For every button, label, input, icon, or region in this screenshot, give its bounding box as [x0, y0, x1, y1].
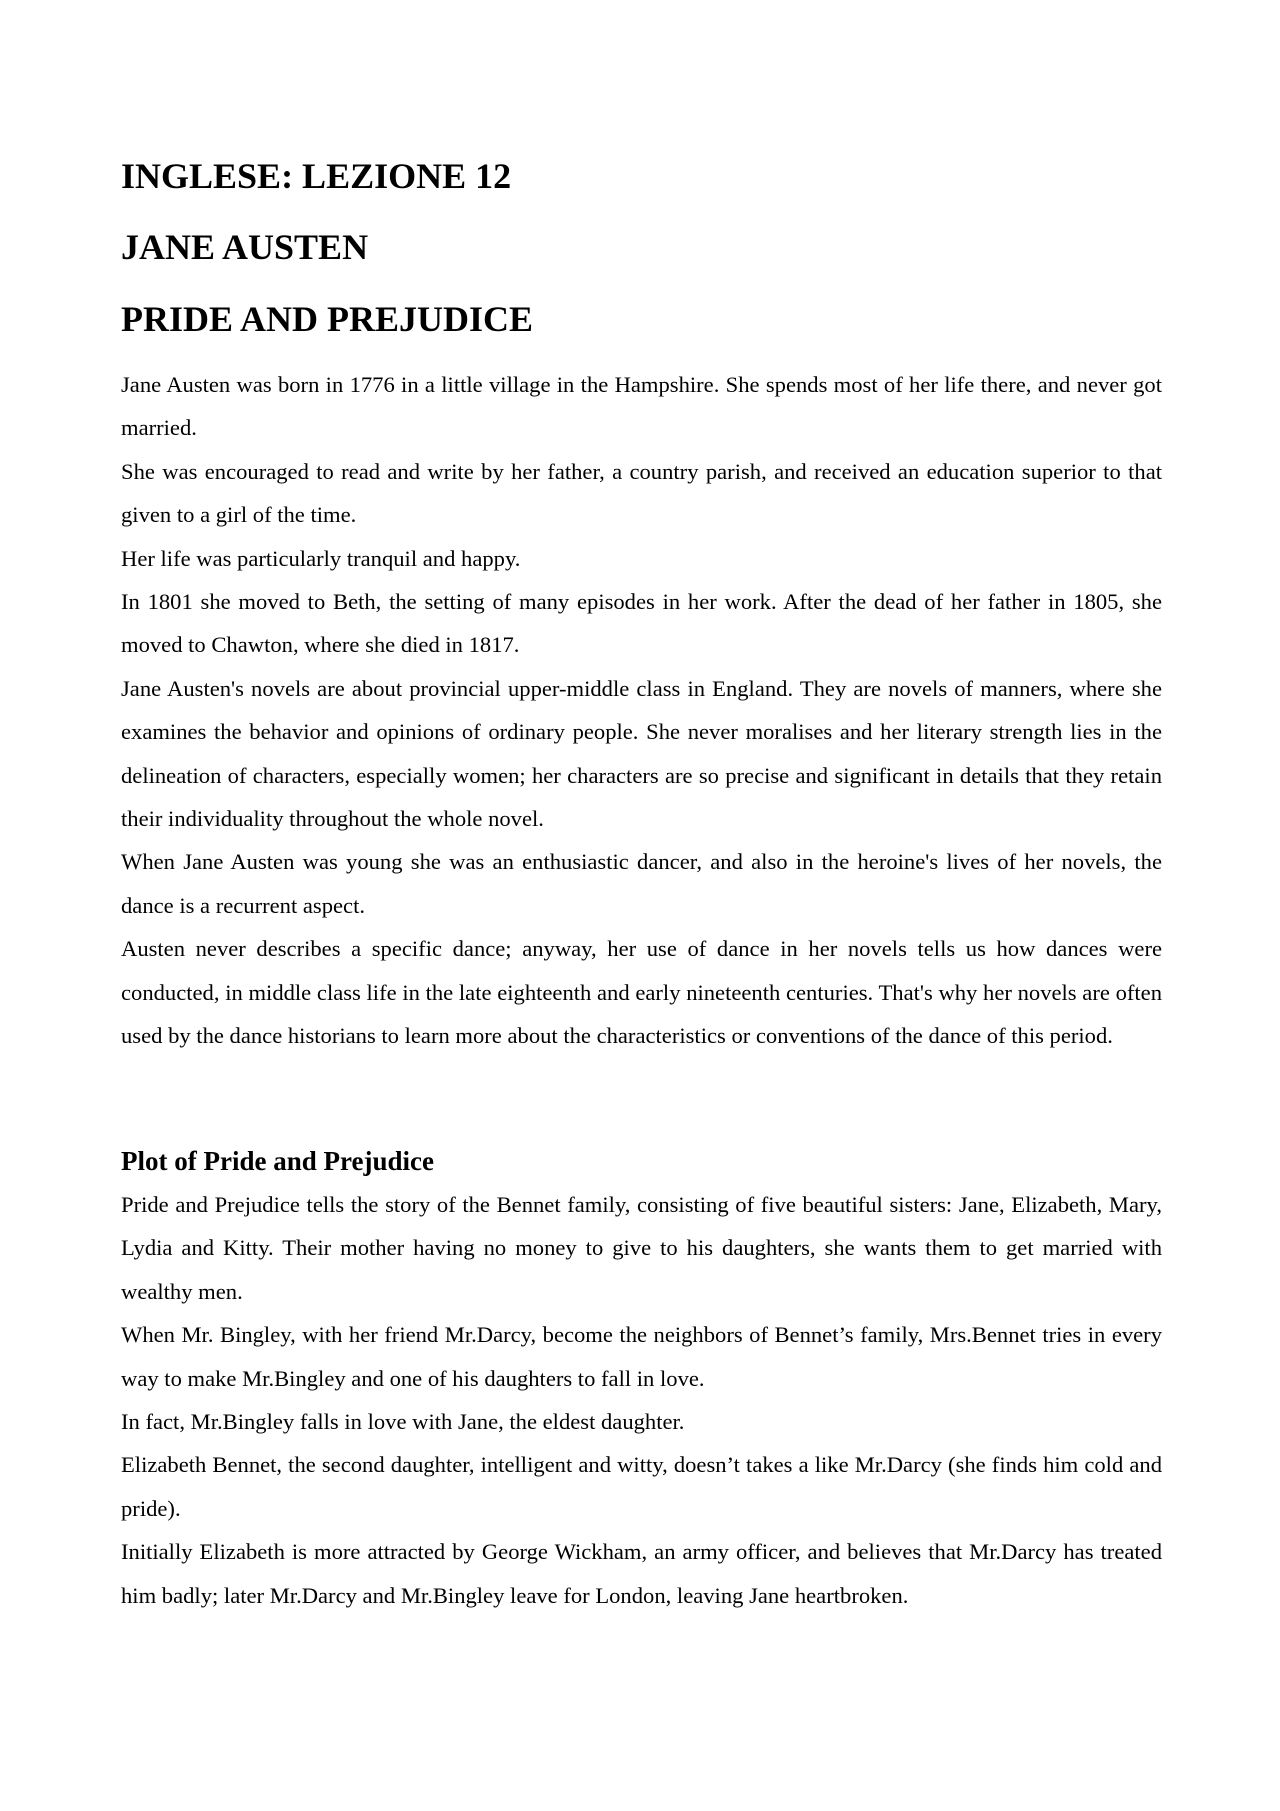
intro-paragraph: Her life was particularly tranquil and happy. — [121, 545, 521, 571]
novel-title: PRIDE AND PREJUDICE — [121, 299, 534, 339]
intro-section — [121, 363, 1162, 1058]
intro-paragraph: Austen never describes a specific dance; anyway, her use of dance in her novels tells us how dances were conducted, in middle class life in the late eighteenth and early nineteenth centuries. That's why her novels are often used by the dance historians to learn more about the characteristics or conventions of the dance of this period. — [121, 936, 1162, 1049]
plot-paragraph: In fact, Mr.Bingley falls in love with Jane, the eldest daughter. — [121, 1409, 685, 1435]
intro-paragraph: When Jane Austen was young she was an enthusiastic dancer, and also in the heroine's lives of her novels, the dance is a recurrent aspect. — [121, 849, 1162, 918]
plot-paragraph: When Mr. Bingley, with her friend Mr.Darcy, become the neighbors of Bennet’s family, Mrs.Bennet tries in every way to make Mr.Bingley and one of his daughters to fall in love. — [121, 1322, 1162, 1391]
plot-paragraph: Elizabeth Bennet, the second daughter, intelligent and witty, doesn’t takes a like Mr.Darcy (she finds him cold and pride). — [121, 1452, 1162, 1521]
author-title: JANE AUSTEN — [121, 227, 369, 267]
plot-heading: Plot of Pride and Prejudice — [121, 1146, 434, 1176]
plot-paragraph: Initially Elizabeth is more attracted by George Wickham, an army officer, and believes that Mr.Darcy has treated him badly; later Mr.Darcy and Mr.Bingley leave for London, leaving Jane heartbroken. — [121, 1539, 1162, 1608]
intro-paragraph: Jane Austen's novels are about provincial upper-middle class in England. They are novels of manners, where she examines the behavior and opinions of ordinary people. She never moralises and her literary strength lies in the delineation of characters, especially women; her characters are so precise and significant in details that they retain their individuality throughout the whole novel. — [121, 675, 1162, 832]
plot-section — [121, 1143, 1162, 1617]
lesson-title: INGLESE: LEZIONE 12 — [121, 156, 512, 196]
plot-paragraph: Pride and Prejudice tells the story of the Bennet family, consisting of five beautiful sisters: Jane, Elizabeth, Mary, Lydia and Kitty. Their mother having no money to give to his daughters, she wants them to get married with wealthy men. — [121, 1192, 1162, 1304]
intro-paragraph: She was encouraged to read and write by her father, a country parish, and received an education superior to that given to a girl of the time. — [121, 458, 1162, 528]
intro-paragraph: Jane Austen was born in 1776 in a little village in the Hampshire. She spends most of her life there, and never got married. — [121, 372, 1162, 441]
intro-paragraph: In 1801 she moved to Beth, the setting of many episodes in her work. After the dead of her father in 1805, she moved to Chawton, where she died in 1817. — [121, 589, 1162, 658]
